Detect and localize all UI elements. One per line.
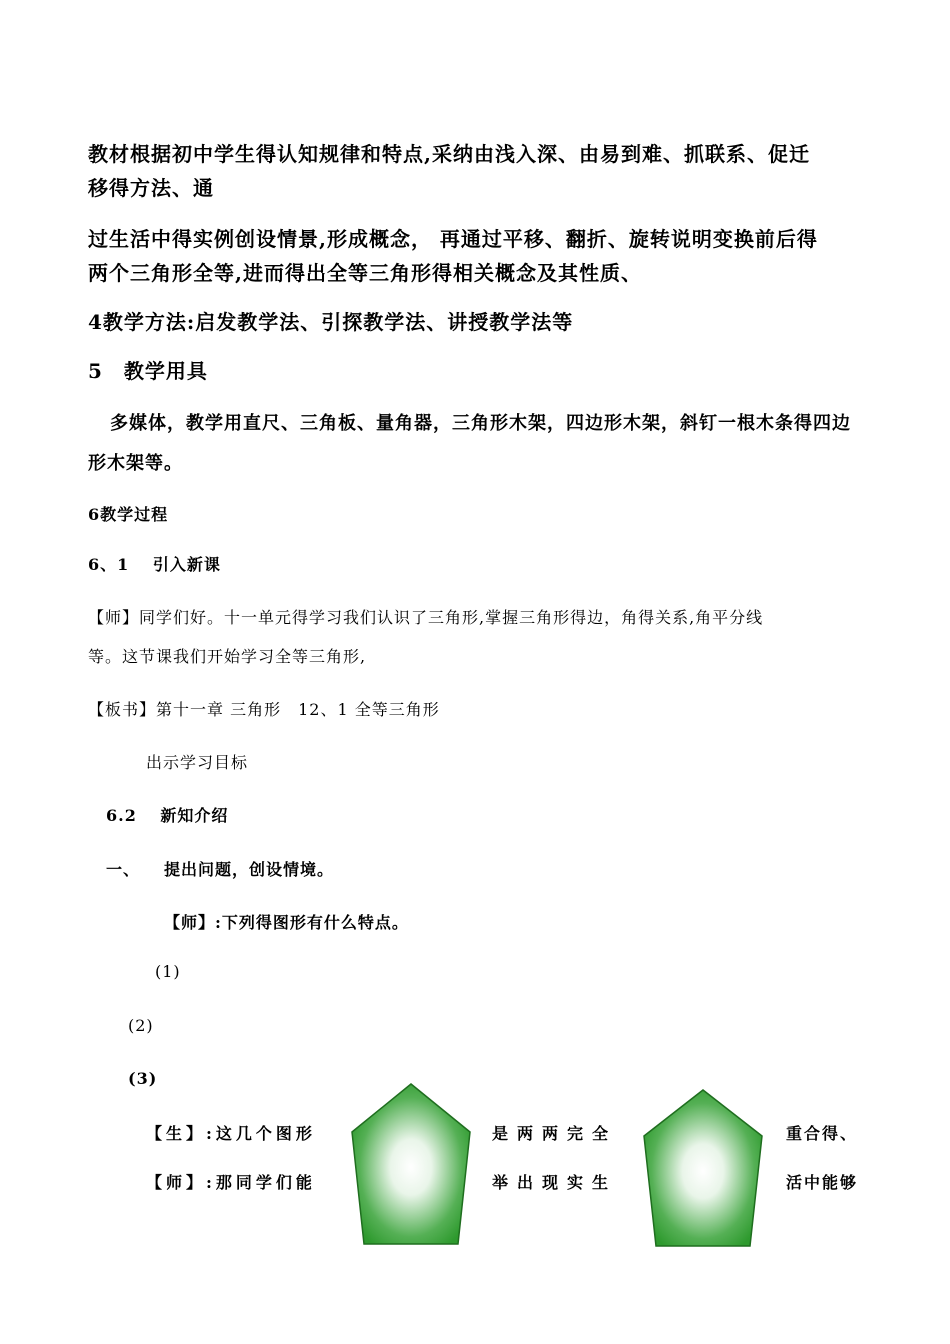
tools-line1: 多媒体，教学用直尺、三角板、量角器，三角形木架，四边形木架，斜钉一根木条得四边: [110, 413, 851, 434]
teacher-line2: 等。这节课我们开始学习全等三角形,: [88, 647, 367, 666]
para1-line1: 教材根据初中学生得认知规律和特点,采纳由浅入深、由易到难、抓联系、促迁: [88, 142, 810, 166]
teacher-answer-c: 活中能够: [786, 1173, 859, 1192]
student-answer-a: 【生】:这几个图形: [146, 1124, 316, 1143]
question-text: 提出问题，创设情境。: [164, 860, 335, 879]
para2-line1: 过生活中得实例创设情景,形成概念， 再通过平移、翻折、旋转说明变换前后得: [88, 227, 818, 251]
board-text: 【板书】第十一章 三角形 12、1 全等三角形: [88, 700, 440, 719]
process-heading: 6教学过程: [88, 505, 169, 524]
teaching-method: 4教学方法:启发教学法、引探教学法、讲授教学法等: [88, 310, 574, 334]
item-1: (1): [155, 962, 181, 981]
teacher-answer-b: 举出现实生: [492, 1173, 618, 1192]
para1-line2: 移得方法、通: [88, 176, 214, 200]
intro-heading: 6、1 引入新课: [88, 555, 221, 574]
new-heading: 6.2 新知介绍: [106, 806, 229, 825]
student-answer-c: 重合得、: [786, 1124, 859, 1143]
teacher-line1: 【师】同学们好。十一单元得学习我们认识了三角形,掌握三角形得边，角得关系,角平分线: [88, 608, 764, 627]
item-2: (2): [128, 1016, 154, 1035]
teacher-question: 【师】:下列得图形有什么特点。: [164, 913, 409, 932]
student-answer-b: 是两两完全: [492, 1124, 618, 1143]
question-number: 一、: [106, 860, 141, 879]
tools-line2: 形木架等。: [88, 453, 183, 474]
green-pentagon-left-icon: [348, 1082, 474, 1248]
item-3: (3): [128, 1069, 158, 1088]
objectives-text: 出示学习目标: [146, 753, 249, 772]
teacher-answer-a: 【师】:那同学们能: [146, 1173, 316, 1192]
green-pentagon-right-icon: [640, 1088, 766, 1250]
tools-heading: 5 教学用具: [88, 359, 208, 383]
para2-line2: 两个三角形全等,进而得出全等三角形得相关概念及其性质、: [88, 261, 642, 285]
